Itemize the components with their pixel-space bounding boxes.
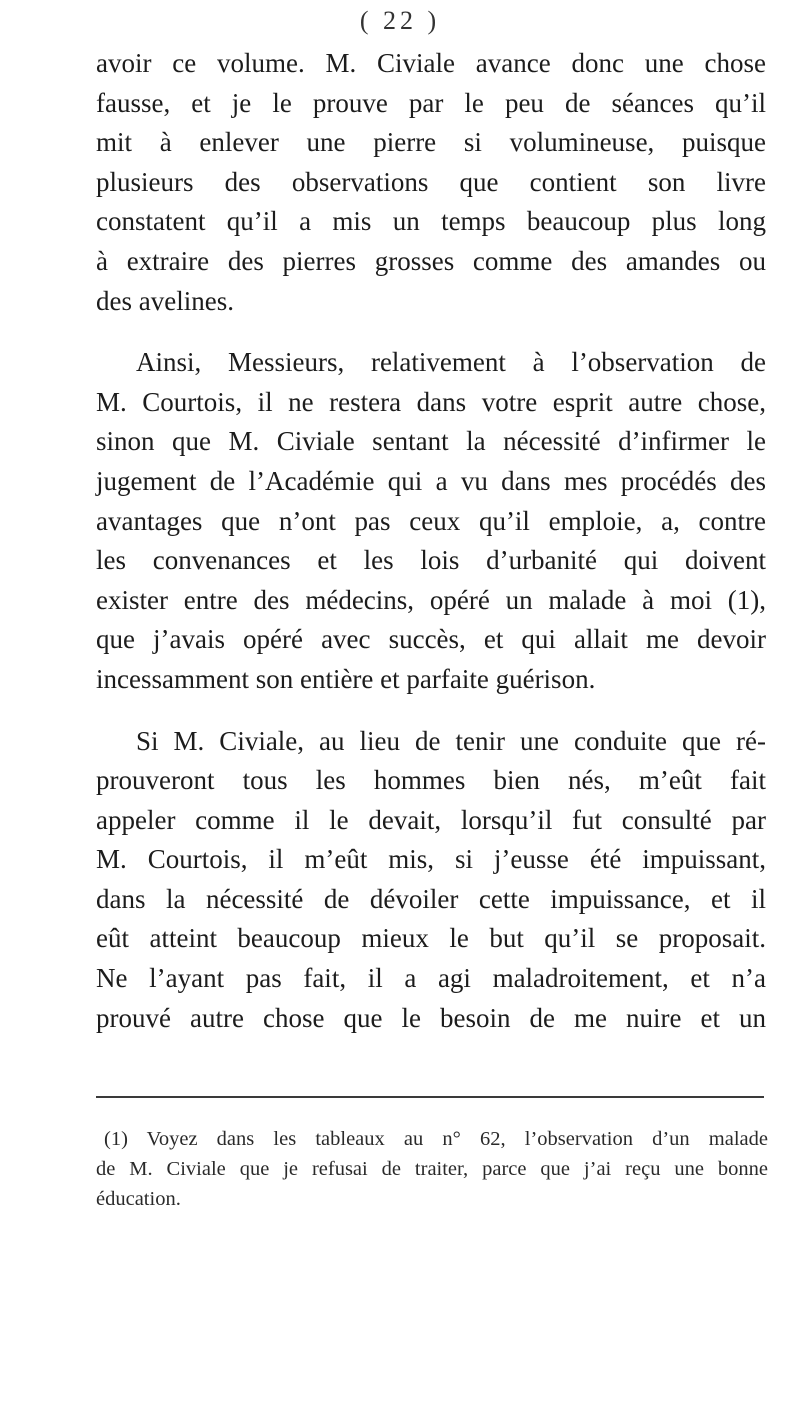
text-line: des avelines. xyxy=(96,285,234,316)
text-line: dans la nécessité de dévoiler cette impuissance, et il xyxy=(96,883,766,914)
paragraph-spacer xyxy=(96,700,766,722)
main-text xyxy=(96,44,766,1038)
text-line: jugement de l’Académie qui a vu dans mes procédés des xyxy=(96,465,766,496)
text-line: plusieurs des observations que contient son livre xyxy=(96,166,766,197)
footnote-divider xyxy=(96,1096,764,1098)
text-line: appeler comme il le devait, lorsqu’il fut consulté par xyxy=(96,804,766,835)
text-line: prouveront tous les hommes bien nés, m’eût fait xyxy=(96,765,766,796)
text-line: à extraire des pierres grosses comme des amandes ou xyxy=(96,245,766,276)
text-line: sinon que M. Civiale sentant la nécessité d’infirmer le xyxy=(96,426,766,457)
text-line: constatent qu’il a mis un temps beaucoup plus long xyxy=(96,206,766,237)
text-line: avantages que n’ont pas ceux qu’il emploie, a, contre xyxy=(96,505,766,536)
text-line: avoir ce volume. M. Civiale avance donc une chose xyxy=(96,48,766,78)
text-line: Si M. Civiale, au lieu de tenir une conduite que ré- xyxy=(136,725,766,756)
text-line: prouvé autre chose que le besoin de me nuire et un xyxy=(96,1002,766,1033)
paragraph-1 xyxy=(96,44,766,321)
footnote-line: (1) Voyez dans les tableaux au n° 62, l’observation d’un malade xyxy=(104,1128,768,1150)
footnote xyxy=(96,1124,768,1214)
text-line: les convenances et les lois d’urbanité qui doivent xyxy=(96,545,766,576)
text-line: Ainsi, Messieurs, relativement à l’observation de xyxy=(136,347,766,378)
text-line: M. Courtois, il m’eût mis, si j’eusse été impuissant, xyxy=(96,844,766,875)
text-line: Ne l’ayant pas fait, il a agi maladroitement, et n’a xyxy=(96,963,766,994)
text-line: que j’avais opéré avec succès, et qui allait me devoir xyxy=(96,624,766,655)
text-line: incessamment son entière et parfaite guérison. xyxy=(96,663,596,694)
text-line: exister entre des médecins, opéré un malade à moi (1), xyxy=(96,584,766,615)
footnote-line: éducation. xyxy=(96,1188,181,1210)
text-line: M. Courtois, il ne restera dans votre esprit autre chose, xyxy=(96,386,766,417)
paragraph-2 xyxy=(96,343,766,699)
page-number: ( 22 ) xyxy=(359,6,441,35)
text-line: mit à enlever une pierre si volumineuse, puisque xyxy=(96,127,766,158)
text-line: fausse, et je le prouve par le peu de séances qu’il xyxy=(96,87,766,118)
text-line: eût atteint beaucoup mieux le but qu’il se proposait. xyxy=(96,923,766,954)
paragraph-spacer xyxy=(96,321,766,343)
footnote-line: de M. Civiale que je refusai de traiter, parce que j’ai reçu une bonne xyxy=(96,1158,768,1180)
paragraph-3 xyxy=(96,722,766,1039)
